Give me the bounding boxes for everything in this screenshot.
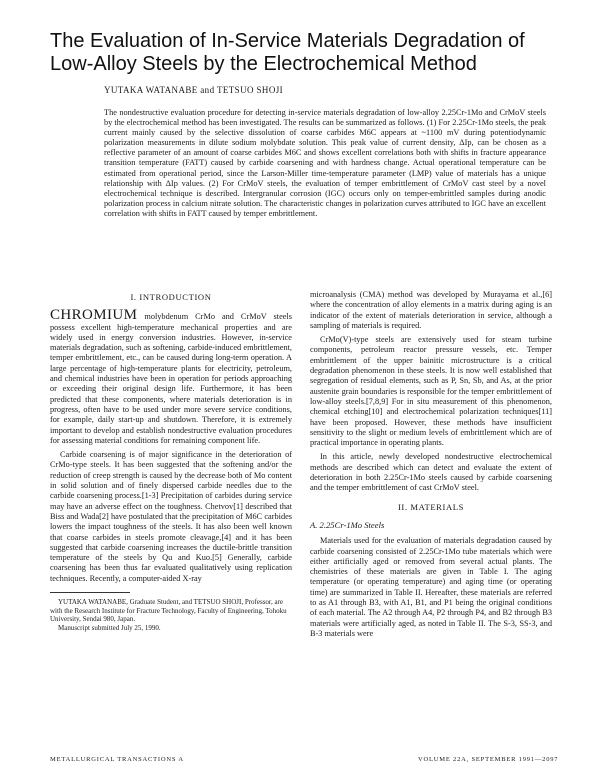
author-footnote (50, 598, 292, 632)
subsection-heading-crmo: A. 2.25Cr-1Mo Steels (310, 519, 385, 530)
intro-paragraph-3: microanalysis (CMA) method was developed by Murayama et al.,[6] where the concentration of alloy elements in a matrix during aging is an indicator of the extent of materials deterioration in service, although a sampling of materials is required. (310, 290, 552, 330)
intro-paragraph-2: Carbide coarsening is of major significance in the deterioration of CrMo-type steels. It has been suggested that the softening and/or the reduction of creep strength is caused by the decrease both of Mo content in solid solution and of finely dispersed carbide needles due to the carbide coarsening process.[1-3] Precipitation of carbides during service may have an adverse effect on the toughness. Chetvov[1] described that Biss and Wada[2] have postulated that the precipitation of M6C carbides lowers the impact toughness of the steels. It has also been well known that coarse carbides in steels promote cleavage,[4] and it has been suggested that carbide coarsening increases the ductile-brittle transition temperature of the steels by Qu and Kuo.[5] Generally, carbide coarsening has been thus far evaluated qualitatively using replication techniques. Recently, a computer-aided X-ray (50, 450, 292, 583)
abstract: The nondestructive evaluation procedure for detecting in-service materials degradation of low-alloy 2.25Cr-1Mo and CrMoV steels by the electrochemical method has been investigated. The results can be summarized as follows. (1) For 2.25Cr-1Mo steels, the peak current mainly caused by the selective dissolution of coarse carbides M6C appears at ~1100 mV during potentiodynamic polarization measurements in dilute sodium molybdate solution. This peak value of current density, ΔIp, can be chosen as a reflective parameter of an amount of coarse carbides M6C and shows excellent correlations both with shifts in fracture appearance transition temperature (FATT) caused by carbide coarsening and with hardness change. Actual operational temperature can be estimated from operational period, since the Larson-Miller time-temperature parameter (LMP) value of materials has a unique relationship with ΔIp values. (2) For CrMoV steels, the evaluation of temper embrittlement of CrMoV cast steel by a novel electrochemical technique is described. Intergranular corrosion (IGC) occurs only on temper-embrittled samples during anodic polarization process in calcium nitrate solution. The characteristic changes in polarization curves attributed to IGC have an excellent correlation with shifts in FATT caused by temper embrittlement. (104, 108, 546, 218)
intro-paragraph-5: In this article, newly developed nondestructive electrochemical methods are described which can detect and evaluate the extent of deterioration in both 2.25Cr-1Mo steels caused by carbide coarsening and the temper embrittlement of cast CrMoV steel. (310, 452, 552, 493)
footnote-affiliation: YUTAKA WATANABE, Graduate Student, and TETSUO SHOJI, Professor, are with the Research Institute for Fracture Technology, Faculty of Engineering, Tohoku University, Sendai 980, Japan. (50, 598, 287, 624)
right-column (310, 290, 552, 738)
section-heading-introduction: I. INTRODUCTION (130, 292, 212, 302)
intro-paragraph-1-text: molybdenum CrMo and CrMoV steels possess excellent high-temperature mechanical properties and are widely used in energy conversion industries. However, in-service materials degradation, such as softening, carbide-induced embrittlement, temper embrittlement, etc., can be caused during long-term operation. A large percentage of high-temperature plants for electricity, petroleum, and chemical industries have been in operation for periods approaching or exceeding their original design life. Furthermore, it has been predicted that these components, where materials deterioration is in progress, often have to be used under more severe service conditions, for example, daily start-up and shutdown. Therefore, it is extremely important to develop and establish nondestructive evaluation procedures for assessing material conditions for remaining component life. (50, 312, 292, 445)
materials-paragraph-1: Materials used for the evaluation of materials degradation caused by carbide coarsening consisted of 2.25Cr-1Mo tube materials which were either artificially aged or removed from several actual plants. The chemistries of these materials are given in Table I. The aging temperature (or operating temperature) and aging time (or operating time) are summarized in Table II. Hereafter, these materials are referred to as A1 through B3, with A1, B1, and P1 being the original conditions of each material. The A2 through A4, P2 through P4, and B2 through B3 materials were artificially aged, as noted in Table II. The S-3, SS-3, and B-3 materials were (310, 536, 552, 638)
intro-paragraph-1 (50, 307, 292, 446)
author-line: YUTAKA WATANABE and TETSUO SHOJI (104, 85, 284, 95)
left-column (50, 290, 292, 738)
section-heading-materials: II. MATERIALS (397, 501, 465, 512)
footer-journal-name: METALLURGICAL TRANSACTIONS A (50, 756, 184, 763)
article-title: The Evaluation of In-Service Materials Degradation of Low-Alloy Steels by the Electrochemical Method (50, 30, 525, 75)
footnote-manuscript-date: Manuscript submitted July 25, 1990. (58, 623, 161, 632)
footnote-rule (50, 592, 130, 593)
drop-cap-word: CHROMIUM (50, 307, 138, 324)
footer-volume-page: VOLUME 22A, SEPTEMBER 1991—2097 (418, 756, 559, 763)
intro-paragraph-4: CrMo(V)-type steels are extensively used for steam turbine components, petroleum reactor pressure vessels, etc. Temper embrittlement of the upper bainitic microstructure is a critical degradation phenomenon in these steels. It is now well established that segregation of residual elements, such as P, Sn, Sb, and As, at the prior austenite grain boundaries is responsible for the temper embrittlement of low-alloy steels.[7,8,9] For in situ measurement of this phenomenon, chemical etching[10] and electrochemical polarization techniques[11] have been proposed. However, these methods have insufficient sensitivity to the slight or medium levels of embrittlement which are of practical importance in operating plants. (310, 335, 552, 448)
